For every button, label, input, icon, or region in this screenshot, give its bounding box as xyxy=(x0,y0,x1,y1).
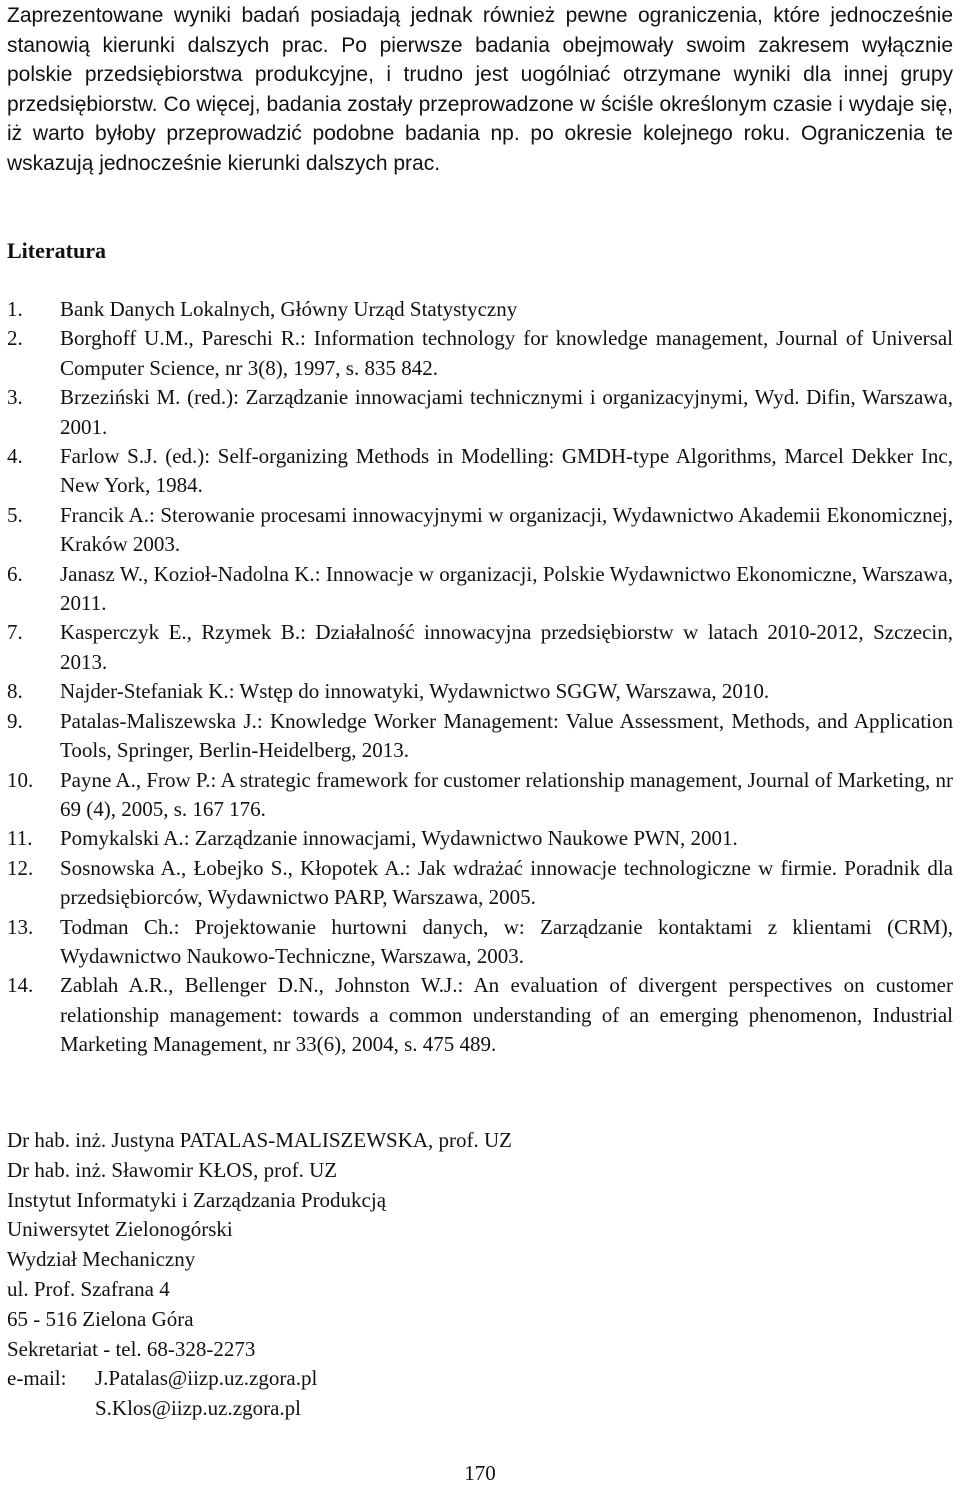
email-1-link[interactable]: J.Patalas@iizp.uz.zgora.pl xyxy=(95,1366,318,1391)
reference-text: : An evaluation of divergent perspectives on customer relationship management: towards a common understanding of an emerging phenomenon, Industrial Marketing Management, nr 33(6), 2004, s. 475 489. xyxy=(60,973,953,1057)
reference-item xyxy=(7,913,953,972)
reference-text: : Sterowanie procesami innowacyjnymi w organizacji, Wydawnictwo Akademii Ekonomicznej, Kraków 2003. xyxy=(60,502,953,557)
reference-authors: Brzeziński M. (red.) xyxy=(60,385,234,410)
reference-number: 14. xyxy=(7,973,34,998)
reference-item xyxy=(7,383,953,442)
reference-number: 10. xyxy=(7,767,34,792)
reference-item xyxy=(7,824,953,853)
reference-number: 11. xyxy=(7,826,33,851)
reference-number: 9. xyxy=(7,708,23,733)
street-address: ul. Prof. Szafrana 4 xyxy=(7,1276,170,1301)
reference-text: Bank Danych Lokalnych, Główny Urząd Statystyczny xyxy=(60,297,518,321)
reference-text: : Innowacje w organizacji, Polskie Wydawnictwo Ekonomiczne, Warszawa, 2011. xyxy=(60,561,953,616)
reference-number: 4. xyxy=(7,444,23,469)
reference-item xyxy=(7,501,953,560)
institute: Instytut Informatyki i Zarządzania Produkcją xyxy=(7,1187,387,1212)
references-list xyxy=(7,295,953,1060)
intro-paragraph: Zaprezentowane wyniki badań posiadają jednak również pewne ograniczenia, które jednocześnie stanowią kierunki dalszych prac. Po pierwsze badania obejmowały swoim zakresem wyłącznie polskie przedsiębiorstwa produkcyjne, i trudno jest uogólniać otrzymane wyniki dla innej grupy przedsiębiorstw. Co więcej, badania zostały przeprowadzone w ściśle określonym czasie i wydaje się, iż warto byłoby przeprowadzić podobne badania np. po okresie kolejnego roku. Ograniczenia te wskazują jednocześnie kierunki dalszych prac. xyxy=(7,4,953,175)
reference-item xyxy=(7,295,953,324)
reference-item xyxy=(7,766,953,825)
reference-authors: Francik A. xyxy=(60,502,149,527)
reference-item xyxy=(7,560,953,619)
reference-item xyxy=(7,707,953,766)
page-number: 170 xyxy=(464,1461,496,1485)
reference-authors: Sosnowska A., Łobejko S., Kłopotek A. xyxy=(60,855,405,880)
reference-text: : Zarządzanie innowacjami, Wydawnictwo Naukowe PWN, 2001. xyxy=(183,826,738,851)
reference-number: 1. xyxy=(7,297,23,321)
reference-text: : Jak wdrażać innowacje technologiczne w firmie. Poradnik dla przedsiębiorców, Wydawnictwo PARP, Warszawa, 2005. xyxy=(60,855,954,910)
reference-authors: Kasperczyk E., Rzymek B. xyxy=(60,620,301,645)
references-heading: Literatura xyxy=(7,238,106,263)
reference-text: : Knowledge Worker Management: Value Assessment, Methods, and Application Tools, Springer, Berlin-Heidelberg, 2013. xyxy=(60,708,953,763)
reference-number: 2. xyxy=(7,326,23,351)
reference-authors: Payne A., Frow P. xyxy=(60,767,211,792)
reference-number: 13. xyxy=(7,914,34,939)
email-label: e-mail: xyxy=(7,1366,67,1391)
reference-authors: Todman Ch. xyxy=(60,914,174,939)
reference-number: 8. xyxy=(7,679,23,704)
author-address-block xyxy=(7,1126,512,1424)
reference-text: : Zarządzanie innowacjami technicznymi i organizacyjnymi, Wyd. Difin, Warszawa, 2001. xyxy=(60,385,954,439)
reference-number: 7. xyxy=(7,620,23,645)
reference-number: 12. xyxy=(7,855,34,880)
reference-text: : Wstęp do innowatyki, Wydawnictwo SGGW, Warszawa, 2010. xyxy=(228,679,770,704)
reference-authors: Najder-Stefaniak K. xyxy=(60,679,229,704)
author-2: Dr hab. inż. Sławomir KŁOS, prof. UZ xyxy=(7,1157,338,1182)
email-2-link[interactable]: S.Klos@iizp.uz.zgora.pl xyxy=(95,1396,301,1421)
phone: Sekretariat - tel. 68-328-2273 xyxy=(7,1336,256,1361)
reference-authors: Zablah A.R., Bellenger D.N., Johnston W.J. xyxy=(60,973,458,998)
reference-text: : Działalność innowacyjna przedsiębiorstw w latach 2010-2012, Szczecin, 2013. xyxy=(60,620,953,674)
postal-city: 65 - 516 Zielona Góra xyxy=(7,1306,194,1331)
reference-authors: Farlow S.J. (ed.) xyxy=(60,444,205,469)
reference-number: 3. xyxy=(7,385,23,410)
university: Uniwersytet Zielonogórski xyxy=(7,1217,233,1242)
reference-item xyxy=(7,971,953,1059)
reference-number: 5. xyxy=(7,502,23,527)
faculty: Wydział Mechaniczny xyxy=(7,1247,196,1272)
reference-item xyxy=(7,324,953,383)
reference-item xyxy=(7,618,953,677)
reference-authors: Janasz W., Kozioł-Nadolna K. xyxy=(60,561,315,586)
reference-authors: Patalas-Maliszewska J. xyxy=(60,708,257,733)
reference-text: : Information technology for knowledge management, Journal of Universal Computer Science, nr 3(8), 1997, s. 835 842. xyxy=(60,326,953,380)
reference-text: : Projektowanie hurtowni danych, w: Zarządzanie kontaktami z klientami (CRM), Wydawnictwo Naukowo-Techniczne, Warszawa, 2003. xyxy=(60,914,953,968)
reference-text: : Self-organizing Methods in Modelling: GMDH-type Algorithms, Marcel Dekker Inc, New York, 1984. xyxy=(60,444,954,498)
reference-item xyxy=(7,442,953,501)
reference-authors: Pomykalski A. xyxy=(60,826,184,851)
reference-authors: Borghoff U.M., Pareschi R. xyxy=(60,326,300,351)
author-1: Dr hab. inż. Justyna PATALAS-MALISZEWSKA, prof. UZ xyxy=(7,1128,513,1152)
reference-item xyxy=(7,677,953,706)
reference-text: : A strategic framework for customer relationship management, Journal of Marketing, nr 69 (4), 2005, s. 167 176. xyxy=(60,767,953,821)
email-row xyxy=(7,1364,512,1394)
reference-item xyxy=(7,854,953,913)
reference-number: 6. xyxy=(7,561,23,586)
